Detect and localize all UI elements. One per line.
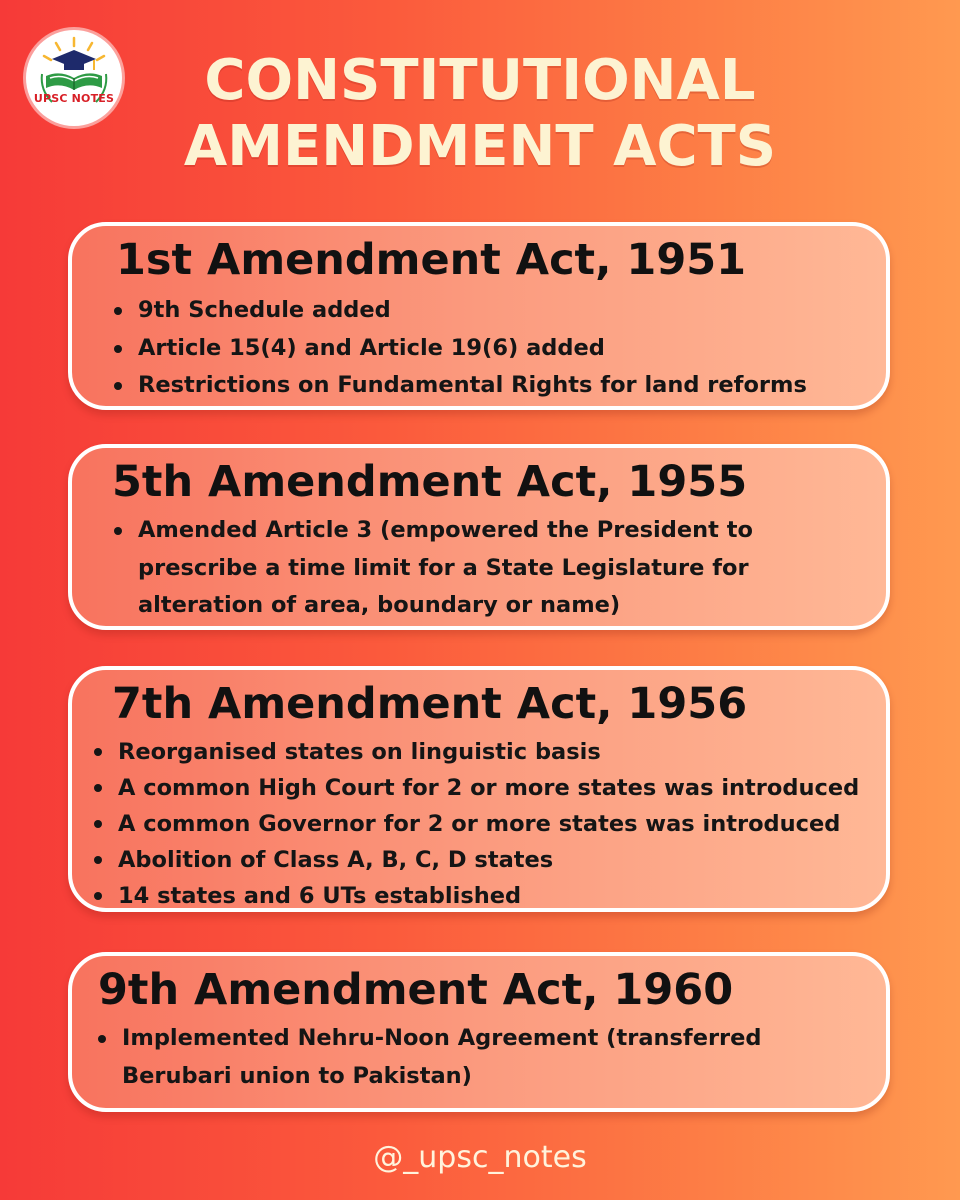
amendment-point: 14 states and 6 UTs established [92, 878, 859, 914]
amendment-point: Article 15(4) and Article 19(6) added [112, 330, 807, 368]
amendment-points [92, 734, 859, 914]
amendment-card-1st [68, 222, 890, 410]
amendment-card-7th [68, 666, 890, 912]
amendment-heading: 1st Amendment Act, 1951 [116, 235, 747, 285]
amendment-card-5th [68, 444, 890, 630]
amendment-heading: 5th Amendment Act, 1955 [112, 457, 748, 507]
amendment-point: Abolition of Class A, B, C, D states [92, 842, 859, 878]
amendment-point: 9th Schedule added [112, 292, 807, 330]
social-handle: @_upsc_notes [373, 1140, 587, 1175]
amendment-heading: 7th Amendment Act, 1956 [112, 679, 748, 729]
amendment-point: A common Governor for 2 or more states was introduced [92, 806, 859, 842]
amendment-points [112, 292, 807, 405]
page-title [100, 48, 860, 180]
amendment-heading: 9th Amendment Act, 1960 [98, 965, 734, 1015]
logo-text: UPSC NOTES [33, 92, 115, 105]
amendment-point: A common High Court for 2 or more states was introduced [92, 770, 859, 806]
amendment-points [112, 512, 838, 625]
amendment-points [96, 1020, 862, 1095]
amendment-point: Amended Article 3 (empowered the President to prescribe a time limit for a State Legislature for alteration of area, boundary or name) [112, 512, 838, 625]
page-title-line-1: CONSTITUTIONAL [204, 48, 756, 113]
amendment-point: Reorganised states on linguistic basis [92, 734, 859, 770]
amendment-point: Implemented Nehru-Noon Agreement (transferred Berubari union to Pakistan) [96, 1020, 862, 1095]
amendment-point: Restrictions on Fundamental Rights for land reforms [112, 367, 807, 405]
page-title-line-2: AMENDMENT ACTS [183, 114, 777, 179]
amendment-card-9th [68, 952, 890, 1112]
